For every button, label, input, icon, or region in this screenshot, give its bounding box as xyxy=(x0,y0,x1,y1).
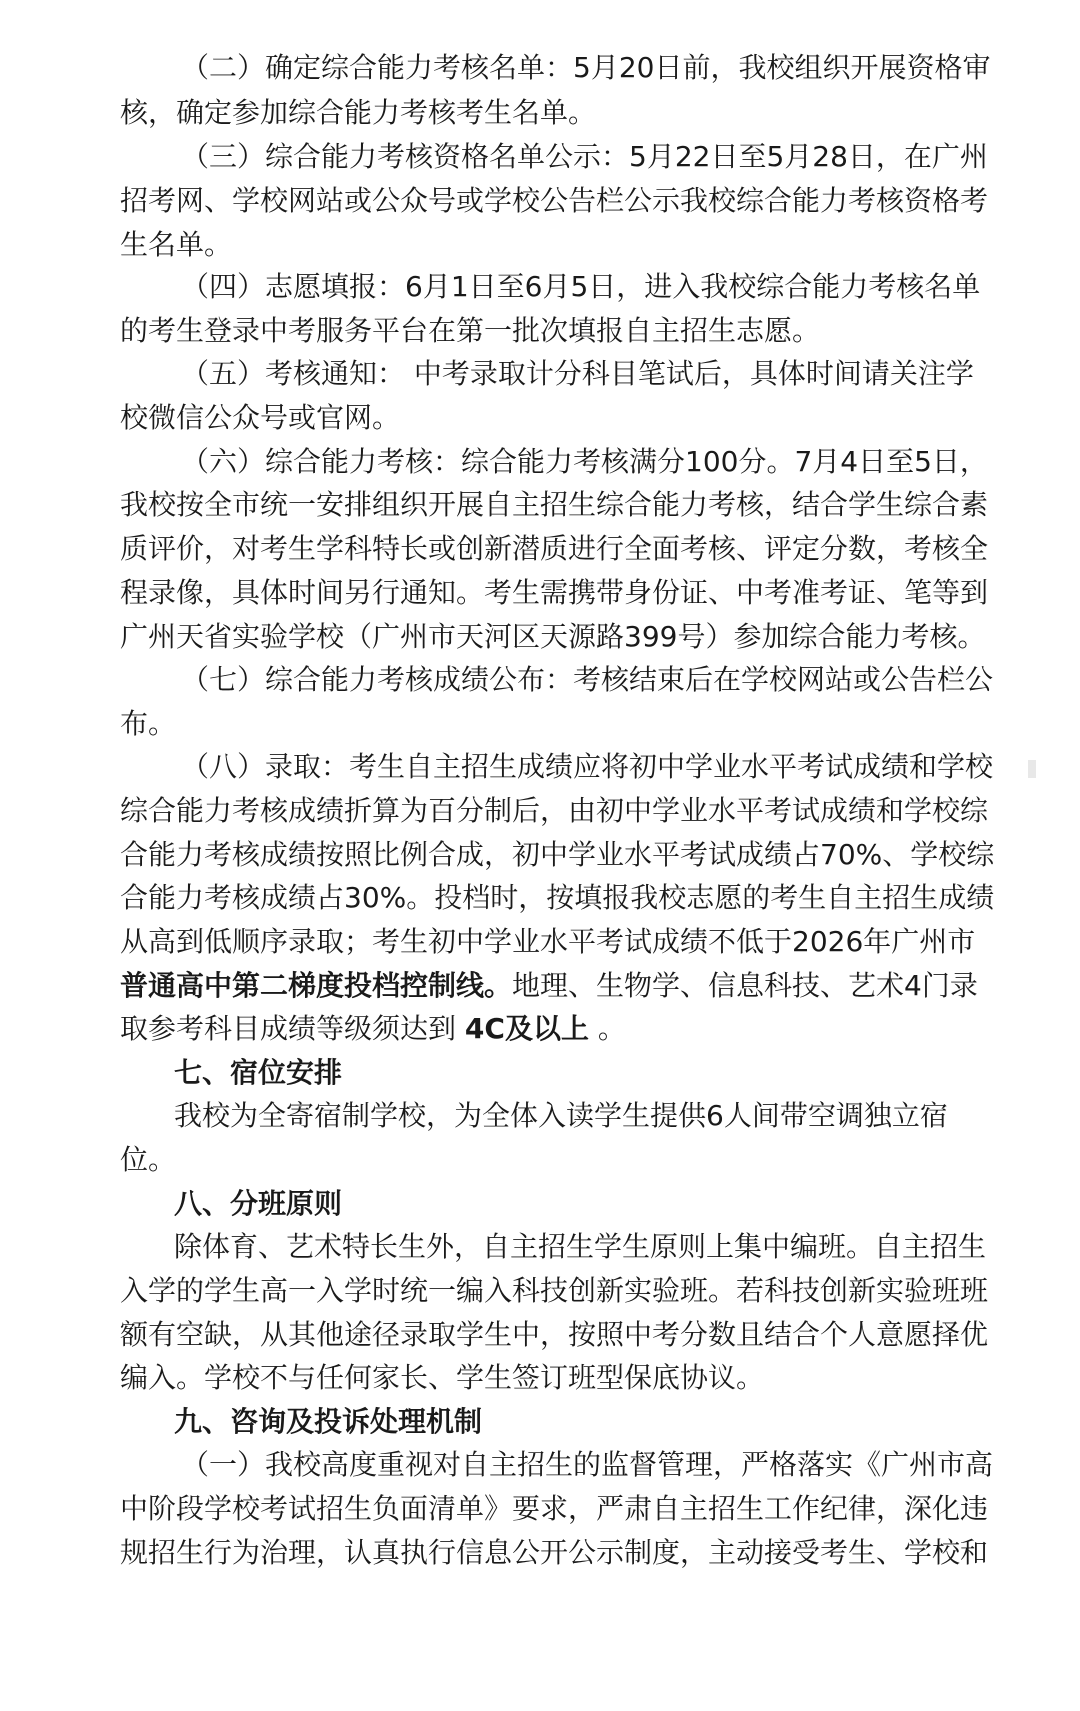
para-8-line-6-rest: 地理、生物学、信息科技、艺术4门录 xyxy=(512,969,978,1002)
section-9-para-1-line-1: （一）我校高度重视对自主招生的监督管理，严格落实《广州市高 xyxy=(181,1448,994,1481)
para-8-line-2: 综合能力考核成绩折算为百分制后，由初中学业水平考试成绩和学校综 xyxy=(120,794,989,827)
section-8-line-1: 除体育、艺术特长生外，自主招生学生原则上集中编班。自主招生 xyxy=(174,1230,987,1263)
section-9-para-1-line-3: 规招生行为治理，认真执行信息公开公示制度，主动接受考生、学校和 xyxy=(120,1536,989,1569)
section-8-heading: 八、分班原则 xyxy=(174,1187,343,1220)
para-8-line-1: （八）录取：考生自主招生成绩应将初中学业水平考试成绩和学校 xyxy=(181,750,994,783)
scan-artifact-mark xyxy=(1028,760,1036,778)
para-8-line-4: 合能力考核成绩占30%。投档时，按填报我校志愿的考生自主招生成绩 xyxy=(120,881,995,914)
section-8-line-3: 额有空缺，从其他途径录取学生中，按照中考分数且结合个人意愿择优 xyxy=(120,1318,989,1351)
para-2-line-1: （二）确定综合能力考核名单：5月20日前，我校组织开展资格审 xyxy=(181,51,991,84)
section-9-para-1-line-2: 中阶段学校考试招生负面清单》要求，严肃自主招生工作纪律，深化违 xyxy=(120,1492,989,1525)
para-8-line-3: 合能力考核成绩按照比例合成，初中学业水平考试成绩占70%、学校综 xyxy=(120,838,995,871)
para-3-line-3: 生名单。 xyxy=(120,228,233,261)
para-7-line-1: （七）综合能力考核成绩公布：考核结束后在学校网站或公告栏公 xyxy=(181,663,994,696)
section-8-line-2: 入学的学生高一入学时统一编入科技创新实验班。若科技创新实验班班 xyxy=(120,1274,989,1307)
section-7-line-2: 位。 xyxy=(120,1143,177,1176)
para-8-line-7 xyxy=(120,1009,626,1049)
para-5-line-2: 校微信公众号或官网。 xyxy=(120,401,401,434)
section-7-heading: 七、宿位安排 xyxy=(174,1056,343,1089)
para-4-line-2: 的考生登录中考服务平台在第一批次填报自主招生志愿。 xyxy=(120,314,821,347)
para-2-line-2: 核，确定参加综合能力考核考生名单。 xyxy=(120,96,597,129)
para-8-line-6 xyxy=(120,966,978,1006)
para-3-line-2: 招考网、学校网站或公众号或学校公告栏公示我校综合能力考核资格考 xyxy=(120,184,989,217)
section-7-line-1: 我校为全寄宿制学校，为全体入读学生提供6人间带空调独立宿 xyxy=(174,1099,948,1132)
section-8-line-4: 编入。学校不与任何家长、学生签订班型保底协议。 xyxy=(120,1361,765,1394)
para-6-line-1: （六）综合能力考核：综合能力考核满分100分。7月4日至5日， xyxy=(181,445,988,478)
para-8-line-7-end: 。 xyxy=(588,1012,626,1045)
para-6-line-5: 广州天省实验学校（广州市天河区天源路399号）参加综合能力考核。 xyxy=(120,620,986,653)
para-6-line-2: 我校按全市统一安排组织开展自主招生综合能力考核，结合学生综合素 xyxy=(120,488,989,521)
para-7-line-2: 布。 xyxy=(120,707,177,740)
para-8-bold-control-line: 普通高中第二梯度投档控制线。 xyxy=(120,969,513,1002)
para-3-line-1: （三）综合能力考核资格名单公示：5月22日至5月28日，在广州 xyxy=(181,140,988,173)
para-4-line-1: （四）志愿填报：6月1日至6月5日，进入我校综合能力考核名单 xyxy=(181,270,981,303)
para-8-line-7-text: 取参考科目成绩等级须达到 xyxy=(120,1012,465,1045)
para-5-line-1: （五）考核通知： 中考录取计分科目笔试后，具体时间请关注学 xyxy=(181,357,974,390)
para-8-bold-grade: 4C及以上 xyxy=(464,1012,589,1045)
section-9-heading: 九、咨询及投诉处理机制 xyxy=(174,1405,483,1438)
para-6-line-4: 程录像，具体时间另行通知。考生需携带身份证、中考准考证、笔等到 xyxy=(120,576,989,609)
para-6-line-3: 质评价，对考生学科特长或创新潜质进行全面考核、评定分数，考核全 xyxy=(120,532,989,565)
para-8-line-5: 从高到低顺序录取；考生初中学业水平考试成绩不低于2026年广州市 xyxy=(120,925,976,958)
